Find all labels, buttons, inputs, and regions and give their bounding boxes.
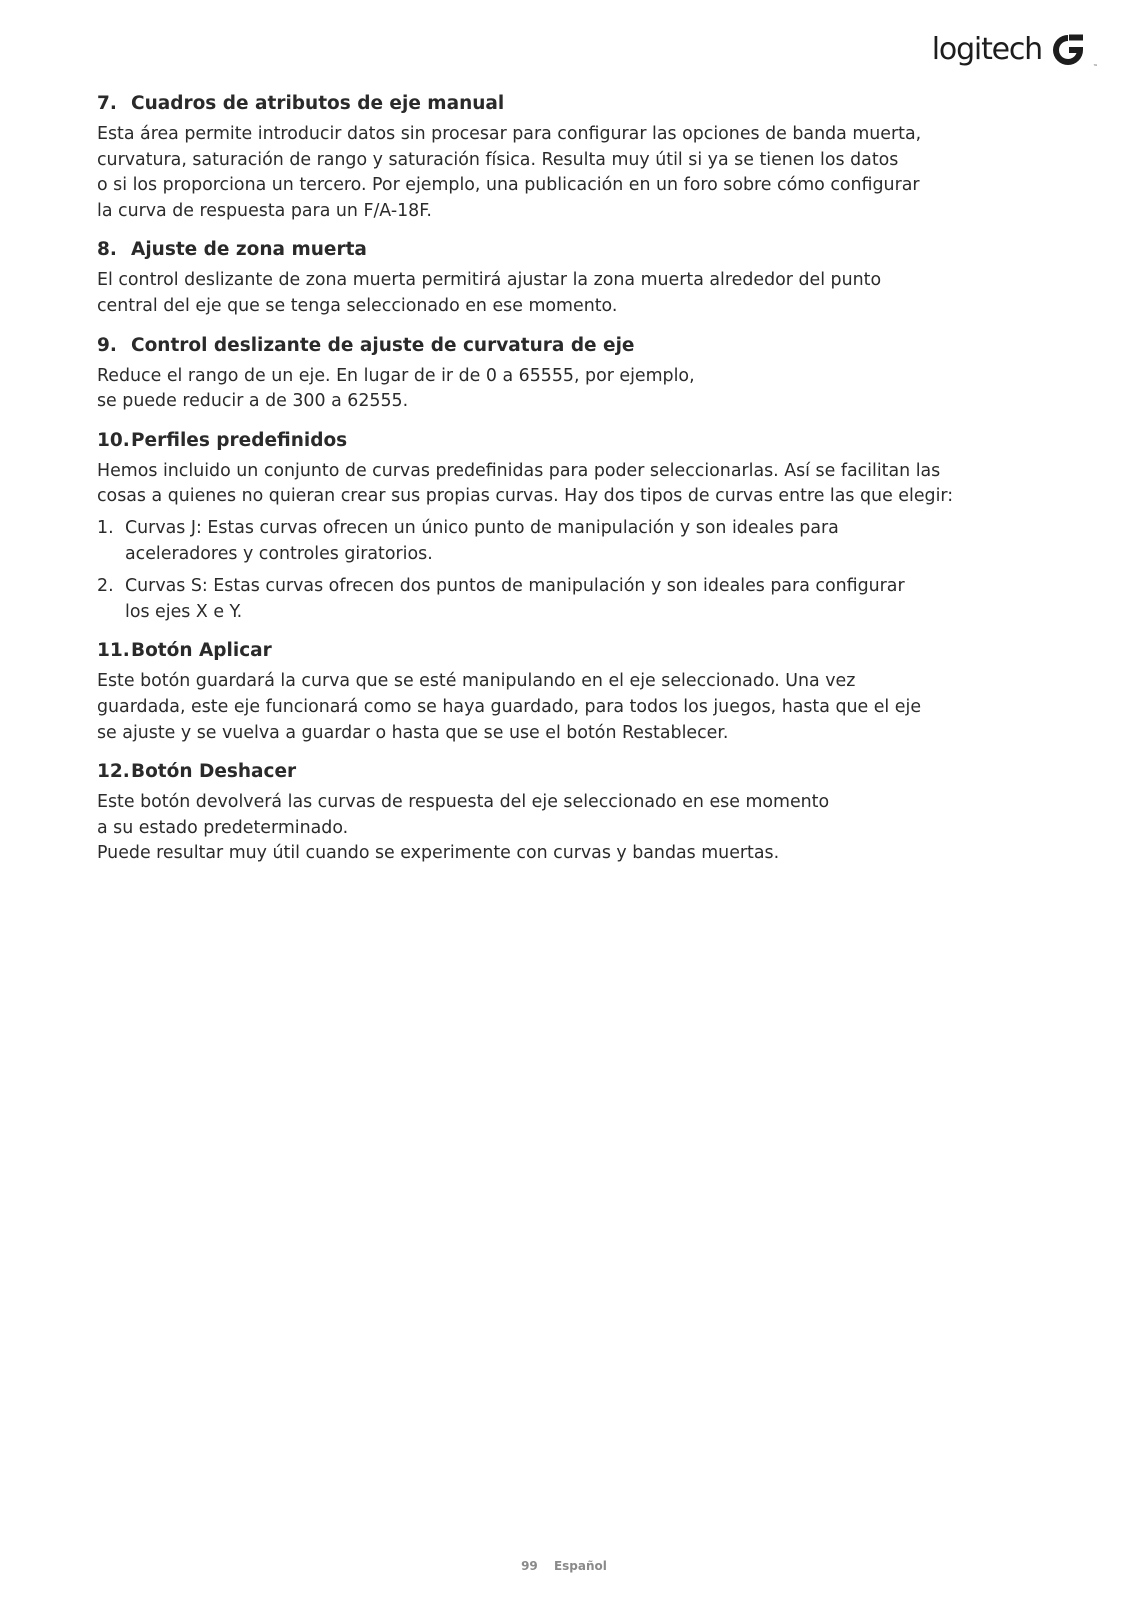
paragraph-line: o si los proporciona un tercero. Por ejemplo, una publicación en un foro sobre cómo configurar [97,175,920,196]
section-11 [97,637,1057,746]
paragraph-line: Hemos incluido un conjunto de curvas predefinidas para poder seleccionarlas. Así se facilitan las [97,460,941,481]
section-title: Perfiles predefinidos [131,429,348,451]
paragraph-line: Este botón devolverá las curvas de respuesta del eje seleccionado en ese momento [97,792,830,813]
list-item [97,516,1057,567]
paragraph-line: cosas a quienes no quieran crear sus propias curvas. Hay dos tipos de curvas entre las que elegir: [97,486,954,507]
paragraph-line: Reduce el rango de un eje. En lugar de ir de 0 a 65555, por ejemplo, [97,365,695,386]
section-heading [97,332,1057,360]
paragraph-line: central del eje que se tenga seleccionado en ese momento. [97,295,618,316]
list-item [97,574,1057,625]
paragraph-line: se ajuste y se vuelva a guardar o hasta que se use el botón Restablecer. [97,722,729,743]
list-item-line: Curvas J: Estas curvas ofrecen un único punto de manipulación y son ideales para [125,517,839,538]
section-paragraph [97,790,1057,867]
section-paragraph [97,669,1057,746]
paragraph-line: a su estado predeterminado. [97,817,349,838]
section-heading [97,637,1057,665]
page-footer [0,1559,1128,1573]
section-paragraph [97,268,1057,319]
document-body [97,90,1057,879]
list-item-text [125,516,839,567]
section-12 [97,758,1057,867]
section-title: Cuadros de atributos de eje manual [131,93,505,114]
section-paragraph [97,459,1057,510]
paragraph-line: se puede reducir a de 300 a 62555. [97,391,409,412]
list-item-text [125,574,905,625]
logo-wordmark: logitech [931,32,1042,67]
paragraph-line: la curva de respuesta para un F/A-18F. [97,200,432,221]
numbered-list [97,516,1057,625]
section-paragraph [97,122,1057,224]
paragraph-line: curvatura, saturación de rango y saturación física. Resulta muy útil si ya se tienen los datos [97,149,899,170]
section-number: 7. [97,93,117,114]
logitech-g-icon [1048,30,1098,70]
paragraph-line: Esta área permite introducir datos sin procesar para configurar las opciones de banda muerta, [97,124,922,144]
section-number: 9. [97,334,117,356]
section-number: 11. [97,640,130,662]
section-title: Ajuste de zona muerta [131,239,367,261]
page-number: 99 [521,1559,538,1573]
list-marker: 2. [97,576,114,597]
trademark-mark: ™ [1093,64,1098,70]
section-heading [97,236,1057,264]
section-7 [97,90,1057,224]
list-item-line: los ejes X e Y. [125,601,243,622]
footer-language: Español [553,1559,607,1573]
paragraph-line: Este botón guardará la curva que se esté manipulando en el eje seleccionado. Una vez [97,671,856,692]
list-item-line: aceleradores y controles giratorios. [125,543,433,564]
section-8 [97,236,1057,319]
section-number: 8. [97,239,117,261]
section-paragraph [97,364,1057,415]
section-number: 10. [97,429,130,451]
section-heading [97,758,1057,786]
section-heading [97,90,1057,118]
section-10 [97,427,1057,626]
paragraph-line: guardada, este eje funcionará como se haya guardado, para todos los juegos, hasta que el eje [97,696,922,717]
section-9 [97,332,1057,415]
paragraph-line: Puede resultar muy útil cuando se experimente con curvas y bandas muertas. [97,843,780,864]
list-item-line: Curvas S: Estas curvas ofrecen dos puntos de manipulación y son ideales para configurar [125,576,905,597]
section-title: Botón Deshacer [131,761,297,783]
section-number: 12. [97,761,130,783]
section-heading [97,427,1057,455]
section-title: Control deslizante de ajuste de curvatura de eje [131,334,635,356]
logitech-logo [931,30,1098,70]
list-marker: 1. [97,517,114,538]
section-title: Botón Aplicar [131,640,272,662]
paragraph-line: El control deslizante de zona muerta permitirá ajustar la zona muerta alrededor del punto [97,270,882,291]
